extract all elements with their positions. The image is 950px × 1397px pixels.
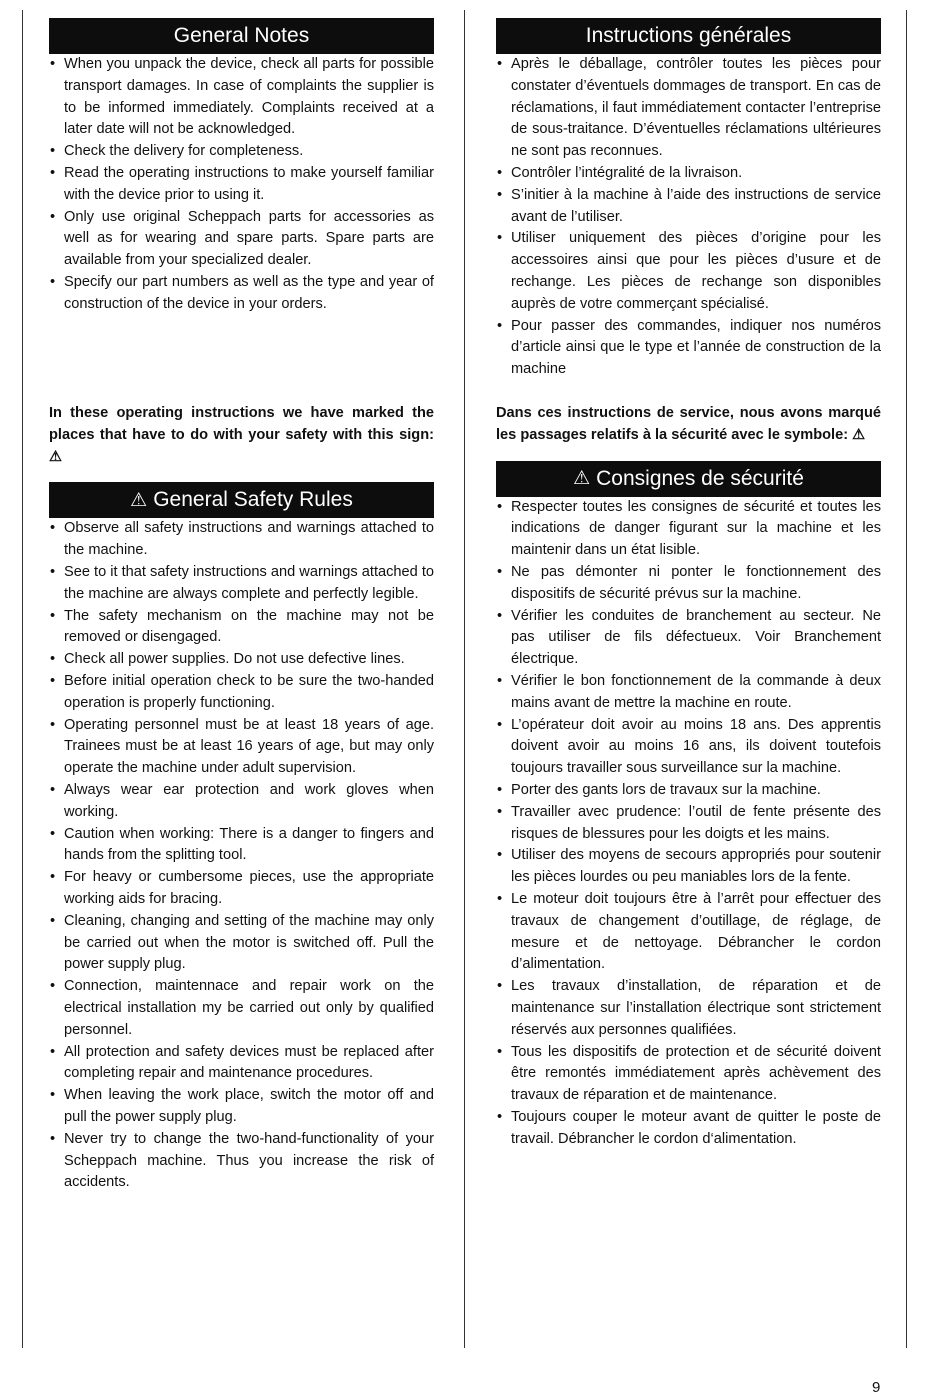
general-notes-title: General Notes xyxy=(173,24,310,47)
list-item: • Check the delivery for completeness. xyxy=(49,141,434,163)
list-item: • Vérifier le bon fonctionnement de la commande à deux mains avant de mettre la machine en route. xyxy=(496,671,881,715)
safety-rules-list xyxy=(496,497,881,1151)
list-item: • Contrôler l’intégralité de la livraison. xyxy=(496,163,881,185)
list-item: • When you unpack the device, check all parts for possible transport damages. In case of complaints the supplier is to be informed immediately. Complaints received at a later date will not be acknowledged. xyxy=(49,54,434,141)
safety-rules-banner xyxy=(49,482,434,518)
list-item: • Toujours couper le moteur avant de quitter le poste de travail. Débrancher le cordon d‘alimentation. xyxy=(496,1107,881,1151)
safety-sign-note xyxy=(496,403,881,447)
list-item: • L’opérateur doit avoir au moins 18 ans. Des apprentis doivent avoir au moins 16 ans, ils doivent toutefois toujours travailler sous surveillance sur la machine. xyxy=(496,715,881,780)
french-column xyxy=(496,18,881,1151)
list-item: • Après le déballage, contrôler toutes les pièces pour constater d’éventuels dommages de transport. En cas de réclamations, il faut immédiatement contacter l’entreprise de sous-traitance. D’éventuelles réclamations ultérieures ne sont pas reconnues. xyxy=(496,54,881,163)
list-item: • Only use original Scheppach parts for accessories as well as for wearing and spare parts. Spare parts are available from your specialized dealer. xyxy=(49,207,434,272)
general-notes-banner xyxy=(49,18,434,54)
list-item: • See to it that safety instructions and warnings attached to the machine are always complete and perfectly legible. xyxy=(49,562,434,606)
safety-sign-note xyxy=(49,403,434,468)
list-item: • Les travaux d’installation, de réparation et de maintenance sur l’installation électrique sont strictement réservés aux personnes qualifiées. xyxy=(496,976,881,1041)
list-item: • Read the operating instructions to make yourself familiar with the device prior to using it. xyxy=(49,163,434,207)
list-item: • Respecter toutes les consignes de sécurité et toutes les indications de danger figurant sur la machine et les maintenir dans un état lisible. xyxy=(496,497,881,562)
list-item: • Utiliser uniquement des pièces d’origine pour les accessoires ainsi que pour les pièces d’usure et de rechange. Les pièces de rechange son disponibles auprès de votre commerçant spécialisé. xyxy=(496,228,881,315)
list-item: • Connection, maintennace and repair work on the electrical installation my be carried out only by qualified personnel. xyxy=(49,976,434,1041)
warning-triangle-icon: ⚠ xyxy=(49,448,63,465)
list-item: • S’initier à la machine à l’aide des instructions de service avant de l’utiliser. xyxy=(496,185,881,229)
list-item: • Before initial operation check to be sure the two-handed operation is properly functioning. xyxy=(49,671,434,715)
safety-sign-note-text: In these operating instructions we have marked the places that have to do with your safety with this sign: xyxy=(49,405,434,443)
safety-rules-banner xyxy=(496,461,881,497)
list-item: • Cleaning, changing and setting of the machine may only be carried out when the motor is switched off. Pull the power supply plug. xyxy=(49,911,434,976)
list-item: • The safety mechanism on the machine may not be removed or disengaged. xyxy=(49,606,434,650)
list-item: • Never try to change the two-hand-functionality of your Scheppach machine. Thus you increase the risk of accidents. xyxy=(49,1129,434,1194)
list-item: • Caution when working: There is a danger to fingers and hands from the splitting tool. xyxy=(49,824,434,868)
list-item: • Observe all safety instructions and warnings attached to the machine. xyxy=(49,518,434,562)
column-divider-right xyxy=(906,10,907,1348)
list-item: • Specify our part numbers as well as the type and year of construction of the device in your orders. xyxy=(49,272,434,316)
list-item: • For heavy or cumbersome pieces, use the appropriate working aids for bracing. xyxy=(49,867,434,911)
safety-sign-note-text: Dans ces instructions de service, nous avons marqué les passages relatifs à la sécurité avec le symbole: xyxy=(496,405,881,443)
general-notes-list xyxy=(49,54,434,384)
list-item: • Operating personnel must be at least 18 years of age. Trainees must be at least 16 years of age, but may only operate the machine under adult supervision. xyxy=(49,715,434,780)
list-item: • When leaving the work place, switch the motor off and pull the power supply plug. xyxy=(49,1085,434,1129)
list-item: • Travailler avec prudence: l’outil de fente présente des risques de blessures pour les doigts et les mains. xyxy=(496,802,881,846)
warning-triangle-icon: ⚠ xyxy=(573,468,591,490)
safety-rules-list xyxy=(49,518,434,1194)
list-item: • Porter des gants lors de travaux sur la machine. xyxy=(496,780,881,802)
column-divider-center xyxy=(464,10,465,1348)
general-notes-title: Instructions générales xyxy=(585,24,792,47)
general-notes-banner xyxy=(496,18,881,54)
general-notes-list xyxy=(496,54,881,384)
list-item: • Ne pas démonter ni ponter le fonctionnement des dispositifs de sécurité prévus sur la machine. xyxy=(496,562,881,606)
warning-triangle-icon: ⚠ xyxy=(130,489,148,511)
list-item: • Le moteur doit toujours être à l’arrêt pour effectuer des travaux de changement d’outillage, de réglage, de mesure et de nettoyage. Débrancher le cordon d’alimentation. xyxy=(496,889,881,976)
english-column xyxy=(49,18,434,1194)
safety-rules-title: General Safety Rules xyxy=(153,488,353,512)
safety-rules-title: Consignes de sécurité xyxy=(596,466,804,490)
list-item: • Pour passer des commandes, indiquer nos numéros d’article ainsi que le type et l’année de construction de la machine xyxy=(496,316,881,381)
warning-triangle-icon: ⚠ xyxy=(852,426,866,443)
list-item: • Always wear ear protection and work gloves when working. xyxy=(49,780,434,824)
page-number: 9 xyxy=(872,1379,881,1396)
list-item: • All protection and safety devices must be replaced after completing repair and maintenance procedures. xyxy=(49,1042,434,1086)
column-divider-left xyxy=(22,10,23,1348)
list-item: • Check all power supplies. Do not use defective lines. xyxy=(49,649,434,671)
list-item: • Utiliser des moyens de secours appropriés pour soutenir les pièces lourdes ou peu maniables lors de la fente. xyxy=(496,845,881,889)
list-item: • Tous les dispositifs de protection et de sécurité doivent être remontés immédiatement après achèvement des travaux de réparation et de maintenance. xyxy=(496,1042,881,1107)
list-item: • Vérifier les conduites de branchement au secteur. Ne pas utiliser de fils défectueux. Voir Branchement électrique. xyxy=(496,606,881,671)
